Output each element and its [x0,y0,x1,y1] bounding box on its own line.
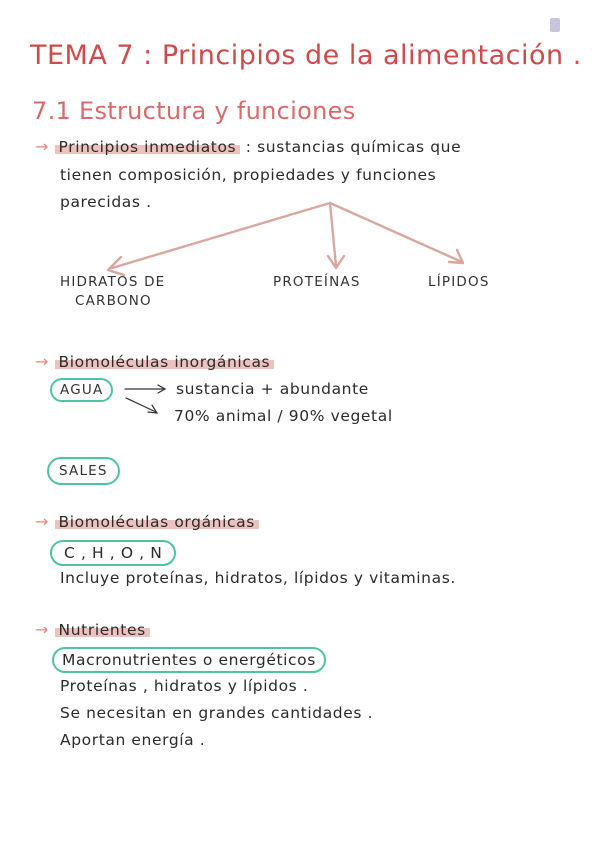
elements-pill: C , H , O , N [50,540,176,566]
arrow-to-hidratos [112,203,330,268]
nutrientes-line-1: Proteínas , hidratos y lípidos . [60,677,309,695]
sales-pill: SALES [47,457,120,485]
branch-lipidos: LÍPIDOS [428,274,490,290]
agua-fact-1: sustancia + abundante [176,380,369,398]
arrow-bullet-icon: → [35,352,50,371]
branch-hidratos-1: HIDRATOS DE [60,274,166,290]
agua-pill: AGUA [50,378,113,402]
arrow-bullet-icon: → [35,512,50,531]
nutrientes-row [35,620,150,639]
inorganicas-label: Biomoléculas inorgánicas [55,353,275,371]
nutrientes-label: Nutrientes [55,621,150,639]
branch-proteinas: PROTEÍNAS [273,274,361,290]
macronutrientes-pill: Macronutrientes o energéticos [52,647,326,673]
nutrientes-line-3: Aportan energía . [60,731,206,749]
section-title: 7.1 Estructura y funciones [32,97,356,125]
nutrientes-line-2: Se necesitan en grandes cantidades . [60,704,374,722]
inorganicas-row [35,352,274,371]
agua-fact-2: 70% animal / 90% vegetal [174,407,393,425]
arrow-bullet-icon: → [35,620,50,639]
branch-hidratos-2: CARBONO [75,293,152,309]
arrow-bullet-icon: → [35,137,50,156]
principios-def-1: : sustancias químicas que [245,138,462,156]
organicas-row [35,512,259,531]
page-title: TEMA 7 : Principios de la alimentación . [30,40,582,71]
organicas-label: Biomoléculas orgánicas [55,513,259,531]
principios-def-3: parecidas . [60,193,152,211]
organicas-desc: Incluye proteínas, hidratos, lípidos y vitaminas. [60,569,456,587]
arrow-to-proteinas [330,203,336,266]
arrow-to-lipidos [330,203,462,262]
principios-def-2: tienen composición, propiedades y funciones [60,166,437,184]
principios-label: Principios inmediatos [55,138,241,156]
